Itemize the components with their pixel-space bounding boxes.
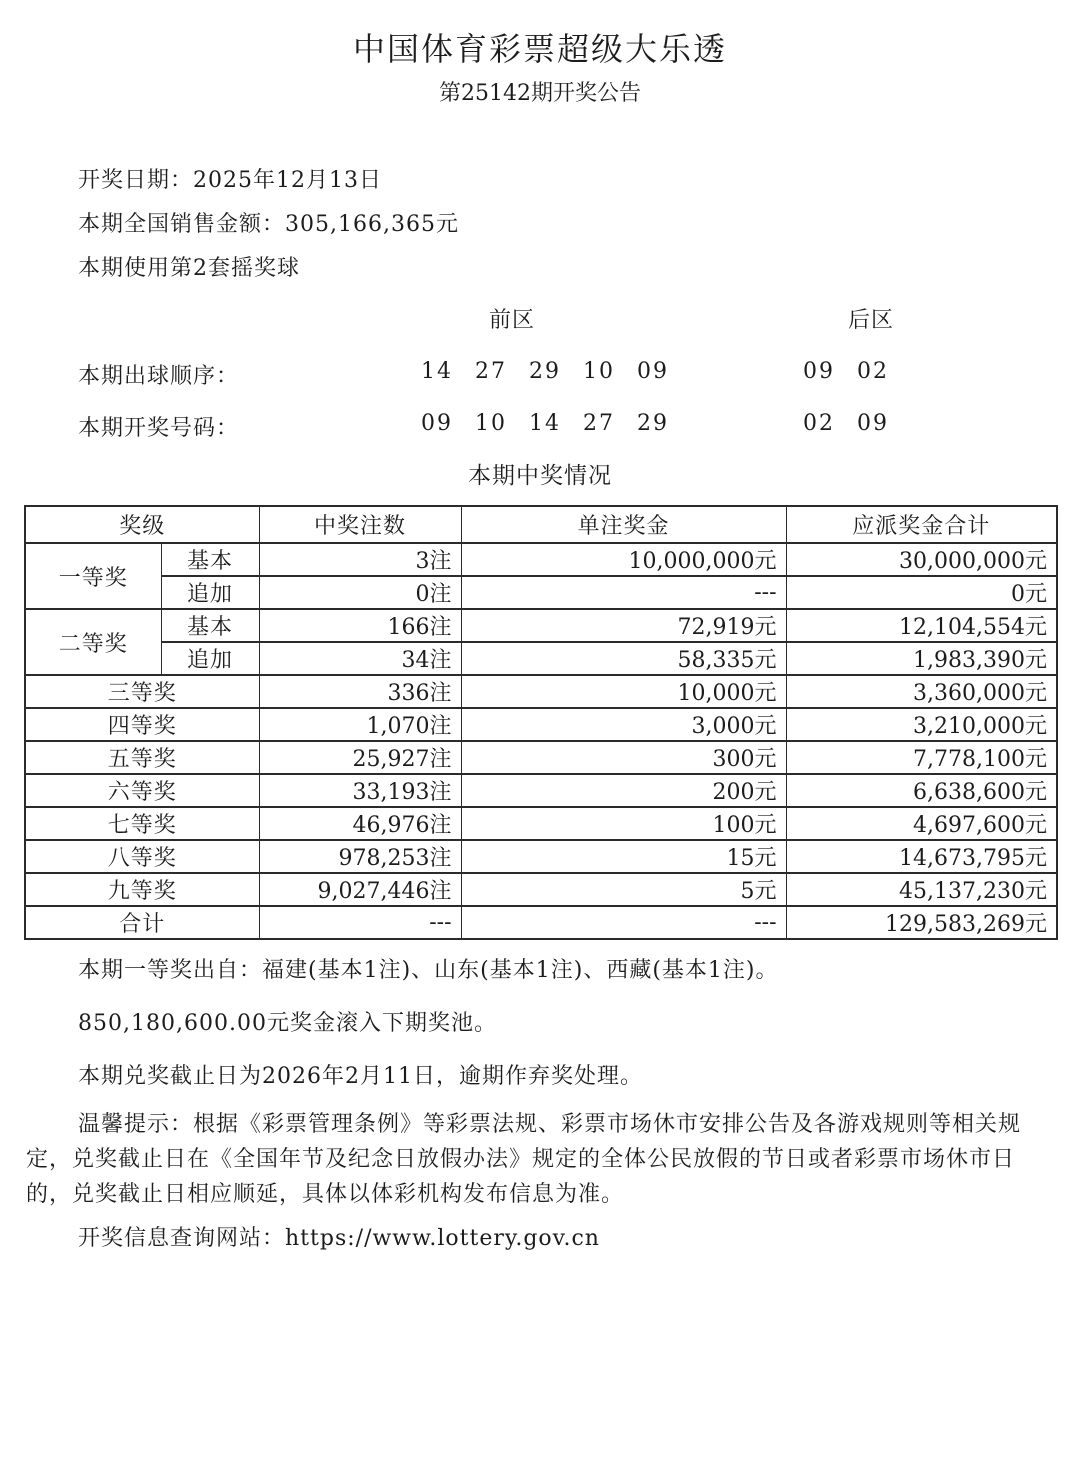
cell-total-prize: 7,778,100元 — [786, 741, 1057, 774]
prize-level-name: 八等奖 — [25, 840, 259, 873]
prize-sub-type: 基本 — [161, 543, 259, 576]
prize-level-name: 九等奖 — [25, 873, 259, 906]
front-area-label: 前区 — [489, 308, 536, 333]
cell-single-prize: 100元 — [461, 807, 786, 840]
prize-table — [24, 505, 1058, 940]
table-row-fourth-prize — [25, 708, 1057, 741]
ball-order-back-numbers: 09 02 — [803, 359, 889, 384]
cell-total-prize: 45,137,230元 — [786, 873, 1057, 906]
cell-count: 46,976注 — [259, 807, 461, 840]
table-row-second-prize-addon — [25, 642, 1057, 675]
page-subtitle: 第25142期开奖公告 — [439, 81, 641, 106]
cell-count: 3注 — [259, 543, 461, 576]
table-row-sixth-prize — [25, 774, 1057, 807]
cell-total-prize: 30,000,000元 — [786, 543, 1057, 576]
prize-section-title: 本期中奖情况 — [468, 463, 612, 489]
cell-count: 25,927注 — [259, 741, 461, 774]
cell-total-prize: 6,638,600元 — [786, 774, 1057, 807]
prize-level-name: 二等奖 — [25, 609, 161, 675]
cell-count: 33,193注 — [259, 774, 461, 807]
table-row-second-prize-basic — [25, 609, 1057, 642]
winning-back-numbers: 02 09 — [803, 411, 889, 436]
ball-set: 本期使用第2套摇奖球 — [78, 256, 300, 281]
prize-level-name: 一等奖 — [25, 543, 161, 609]
redeem-deadline-text: 本期兑奖截止日为2026年2月11日，逾期作弃奖处理。 — [78, 1064, 643, 1089]
cell-single-prize: --- — [461, 576, 786, 609]
cell-count: 9,027,446注 — [259, 873, 461, 906]
table-row-first-prize-basic — [25, 543, 1057, 576]
cell-single-prize: 10,000元 — [461, 675, 786, 708]
cell-count: 166注 — [259, 609, 461, 642]
prize-sub-type: 追加 — [161, 576, 259, 609]
cell-total-prize: 129,583,269元 — [786, 906, 1057, 939]
ball-order-label: 本期出球顺序： — [78, 364, 240, 389]
col-header-level: 奖级 — [25, 506, 259, 543]
table-row-total — [25, 906, 1057, 939]
prize-level-name: 五等奖 — [25, 741, 259, 774]
col-header-total-prize: 应派奖金合计 — [786, 506, 1057, 543]
page-title: 中国体育彩票超级大乐透 — [352, 30, 727, 68]
col-header-count: 中奖注数 — [259, 506, 461, 543]
cell-total-prize: 14,673,795元 — [786, 840, 1057, 873]
prize-level-name: 四等奖 — [25, 708, 259, 741]
table-row-ninth-prize — [25, 873, 1057, 906]
col-header-single-prize: 单注奖金 — [461, 506, 786, 543]
prize-table-header-row — [25, 506, 1057, 543]
rollover-text: 850,180,600.00元奖金滚入下期奖池。 — [78, 1011, 497, 1036]
website-label: 开奖信息查询网站： — [78, 1226, 286, 1251]
cell-single-prize: 200元 — [461, 774, 786, 807]
prize-level-name: 六等奖 — [25, 774, 259, 807]
website-url-link[interactable]: https://www.lottery.gov.cn — [285, 1226, 600, 1251]
total-row-label: 合计 — [25, 906, 259, 939]
first-prize-origin-text: 本期一等奖出自：福建(基本1注)、山东(基本1注)、西藏(基本1注)。 — [78, 958, 779, 983]
winning-numbers-label: 本期开奖号码： — [78, 416, 240, 441]
draw-numbers-section — [0, 297, 1080, 449]
table-row-third-prize — [25, 675, 1057, 708]
prize-sub-type: 基本 — [161, 609, 259, 642]
draw-info-block — [0, 159, 1080, 291]
cell-count: 1,070注 — [259, 708, 461, 741]
back-area-label: 后区 — [848, 308, 895, 333]
cell-single-prize: 5元 — [461, 873, 786, 906]
cell-single-prize: 300元 — [461, 741, 786, 774]
prize-sub-type: 追加 — [161, 642, 259, 675]
ball-order-front-numbers: 14 27 29 10 09 — [421, 359, 669, 384]
winning-front-numbers: 09 10 14 27 29 — [421, 411, 669, 436]
table-row-seventh-prize — [25, 807, 1057, 840]
cell-count: --- — [259, 906, 461, 939]
cell-single-prize: 58,335元 — [461, 642, 786, 675]
table-row-fifth-prize — [25, 741, 1057, 774]
cell-total-prize: 12,104,554元 — [786, 609, 1057, 642]
cell-total-prize: 3,360,000元 — [786, 675, 1057, 708]
cell-count: 34注 — [259, 642, 461, 675]
cell-count: 978,253注 — [259, 840, 461, 873]
website-line — [0, 1225, 1080, 1253]
total-sales: 本期全国销售金额：305,166,365元 — [78, 212, 459, 237]
cell-total-prize: 3,210,000元 — [786, 708, 1057, 741]
cell-total-prize: 0元 — [786, 576, 1057, 609]
warm-tips-text: 温馨提示：根据《彩票管理条例》等彩票法规、彩票市场休市安排公告及各游戏规则等相关规定，兑奖截止日在《全国年节及纪念日放假办法》规定的全体公民放假的节日或者彩票市场休市日的，兑奖截止日相应顺延，具体以体彩机构发布信息为准。 — [26, 1112, 1022, 1207]
cell-count: 336注 — [259, 675, 461, 708]
cell-single-prize: --- — [461, 906, 786, 939]
table-row-eighth-prize — [25, 840, 1057, 873]
cell-single-prize: 15元 — [461, 840, 786, 873]
prize-level-name: 七等奖 — [25, 807, 259, 840]
cell-single-prize: 72,919元 — [461, 609, 786, 642]
cell-single-prize: 10,000,000元 — [461, 543, 786, 576]
cell-total-prize: 1,983,390元 — [786, 642, 1057, 675]
prize-level-name: 三等奖 — [25, 675, 259, 708]
cell-count: 0注 — [259, 576, 461, 609]
draw-date: 开奖日期：2025年12月13日 — [78, 168, 382, 193]
cell-total-prize: 4,697,600元 — [786, 807, 1057, 840]
table-row-first-prize-addon — [25, 576, 1057, 609]
cell-single-prize: 3,000元 — [461, 708, 786, 741]
